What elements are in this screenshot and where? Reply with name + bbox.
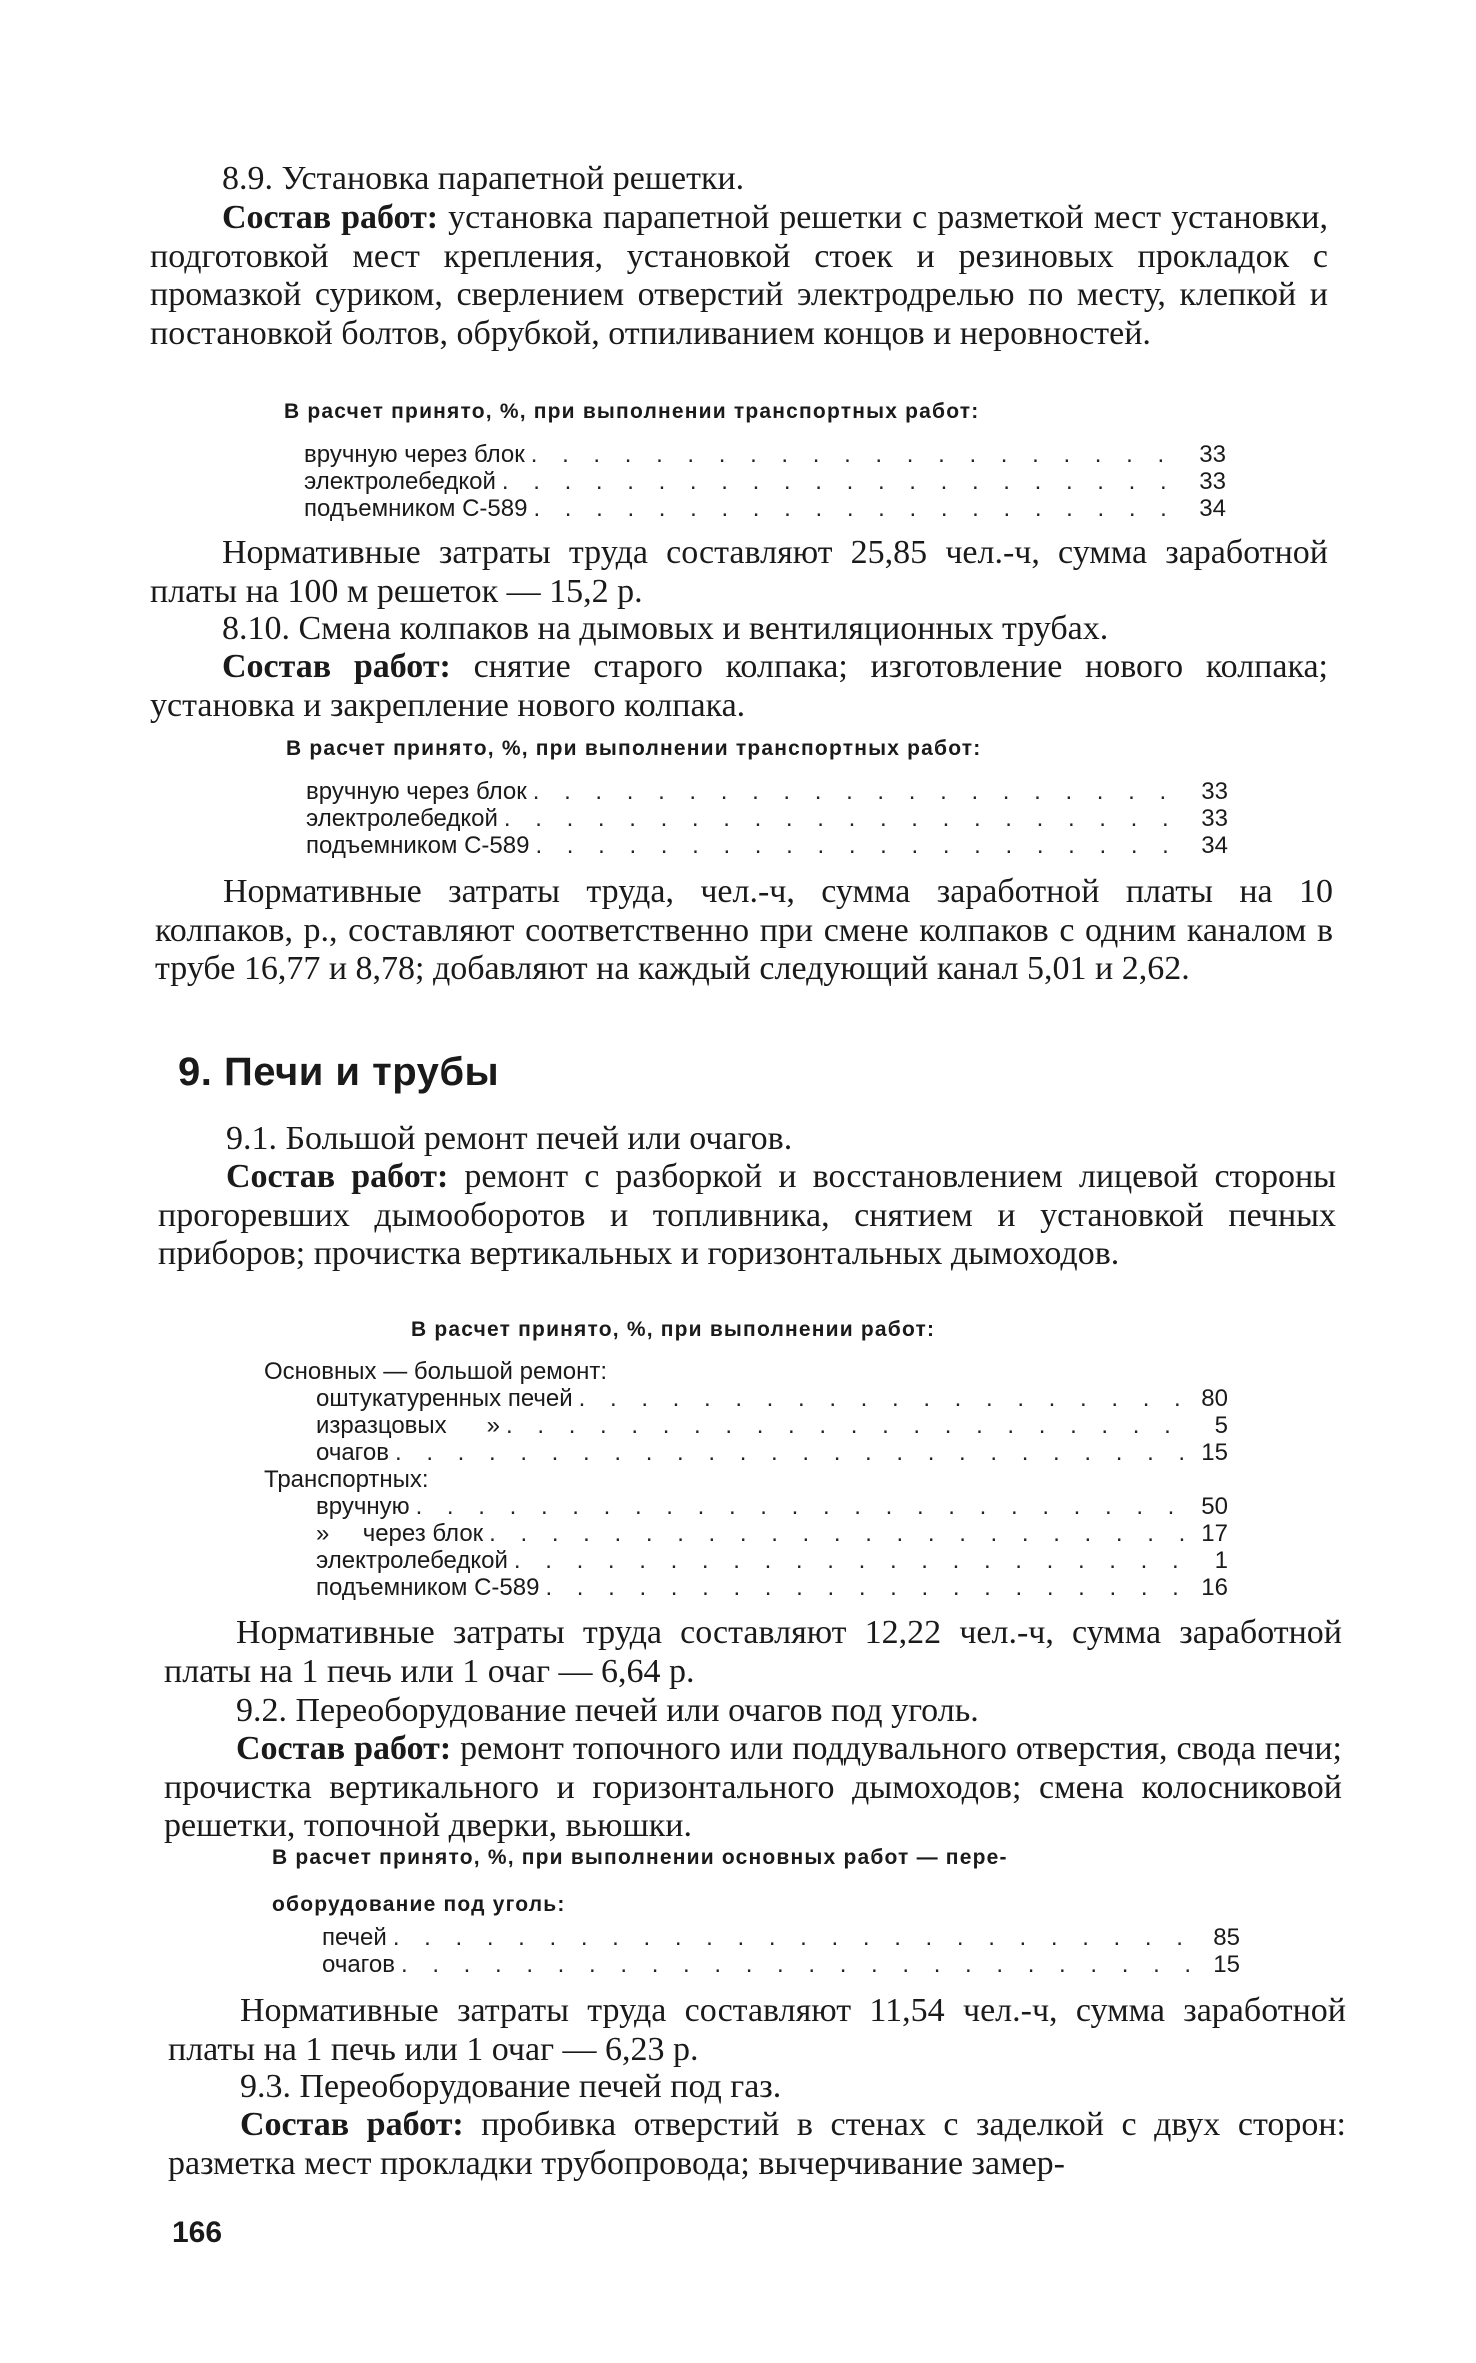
table-title: В расчет принято, %, при выполнении основных работ — пере- (272, 1846, 1008, 1869)
leader-table-8-10 (306, 778, 1228, 859)
table-row: электролебедкой . . . 33 (306, 805, 1228, 832)
table-title: В расчет принято, %, при выполнении транспортных работ: (284, 400, 980, 423)
table-row: печей . . . 85 (322, 1924, 1240, 1951)
composition-text: снятие старого колпака; изготовление нового колпака; установка и закрепление нового колпака. (150, 648, 1328, 724)
section-9-3-composition (168, 2106, 1346, 2183)
table-row: подъемником С-589 . . . 34 (306, 832, 1228, 859)
page-number: 166 (172, 2216, 223, 2249)
composition-label: Состав работ: (226, 1158, 449, 1195)
section-9-1-composition (158, 1158, 1336, 1274)
section-9-2-norm: Нормативные затраты труда составляют 11,54 чел.-ч, сумма заработной платы на 1 печь или 1 очаг — 6,23 р. (168, 1992, 1346, 2068)
section-9-1-title: 9.1. Большой ремонт печей или очагов. (226, 1120, 793, 1157)
table-title-continued: оборудование под уголь: (272, 1893, 566, 1916)
section-9-2-title: 9.2. Переоборудование печей или очагов под уголь. (236, 1692, 979, 1729)
section-8-10-composition (150, 648, 1328, 725)
table-row: очагов . . . 15 (264, 1439, 1228, 1466)
table-row: изразцовых » . . . 5 (264, 1412, 1228, 1439)
table-title: В расчет принято, %, при выполнении транспортных работ: (286, 737, 982, 760)
table-row: электролебедкой . . . 33 (304, 468, 1226, 495)
section-9-2-composition (164, 1730, 1342, 1846)
table-title: В расчет принято, %, при выполнении работ: (411, 1318, 936, 1341)
section-9-3-title: 9.3. Переоборудование печей под газ. (240, 2068, 782, 2105)
table-row: очагов . . . 15 (322, 1951, 1240, 1978)
composition-text: установка парапетной решетки с разметкой мест установки, подготовкой мест крепления, установкой стоек и резиновых прокладок с промазкой суриком, сверлением отверстий электродрелью по месту, клепкой и постановкой болтов, обрубкой, отпиливанием концов и неровностей. (150, 199, 1328, 352)
section-heading: 9. Печи и трубы (178, 1050, 500, 1094)
leader-table-8-9 (304, 441, 1226, 522)
section-9-1-norm: Нормативные затраты труда составляют 12,22 чел.-ч, сумма заработной платы на 1 печь или 1 очаг — 6,64 р. (164, 1614, 1342, 1690)
section-8-9-composition (150, 199, 1328, 353)
composition-label: Состав работ: (240, 2106, 464, 2143)
table-row: вручную . . . 50 (264, 1493, 1228, 1520)
group-label: Основных — большой ремонт: (264, 1358, 608, 1385)
composition-label: Состав работ: (222, 199, 439, 236)
section-8-9-title: 8.9. Установка парапетной решетки. (222, 160, 745, 197)
leader-table-9-2 (322, 1924, 1240, 1978)
composition-label: Состав работ: (236, 1730, 452, 1767)
table-row: подъемником С-589 . . . 16 (264, 1574, 1228, 1601)
table-row: вручную через блок . . . 33 (304, 441, 1226, 468)
section-8-10-norm: Нормативные затраты труда, чел.-ч, сумма заработной платы на 10 колпаков, р., составляют соответственно при смене колпаков с одним каналом в трубе 16,77 и 8,78; добавляют на каждый следующий канал 5,01 и 2,62. (155, 873, 1333, 987)
section-8-9-norm: Нормативные затраты труда составляют 25,85 чел.-ч, сумма заработной платы на 100 м решеток — 15,2 р. (150, 534, 1328, 610)
composition-label: Состав работ: (222, 648, 451, 685)
group-label: Транспортных: (264, 1466, 429, 1493)
table-row: » через блок . . . 17 (264, 1520, 1228, 1547)
leader-table-9-1 (264, 1358, 1228, 1601)
table-row: вручную через блок . . . 33 (306, 778, 1228, 805)
table-row: оштукатуренных печей . . . 80 (264, 1385, 1228, 1412)
composition-text: ремонт топочного или поддувального отверстия, свода печи; прочистка вертикального и горизонтального дымоходов; смена колосниковой решетки, топочной дверки, вьюшки. (164, 1730, 1342, 1844)
composition-text: ремонт с разборкой и восстановлением лицевой стороны прогоревших дымооборотов и топливника, снятием и установкой печных приборов; прочистка вертикальных и горизонтальных дымоходов. (158, 1158, 1336, 1272)
table-row: подъемником С-589 . . . 34 (304, 495, 1226, 522)
section-8-10-title: 8.10. Смена колпаков на дымовых и вентиляционных трубах. (222, 610, 1109, 647)
table-row: электролебедкой . . . 1 (264, 1547, 1228, 1574)
composition-text: пробивка отверстий в стенах с заделкой с двух сторон: разметка мест прокладки трубопровода; вычерчивание замер- (168, 2106, 1346, 2182)
